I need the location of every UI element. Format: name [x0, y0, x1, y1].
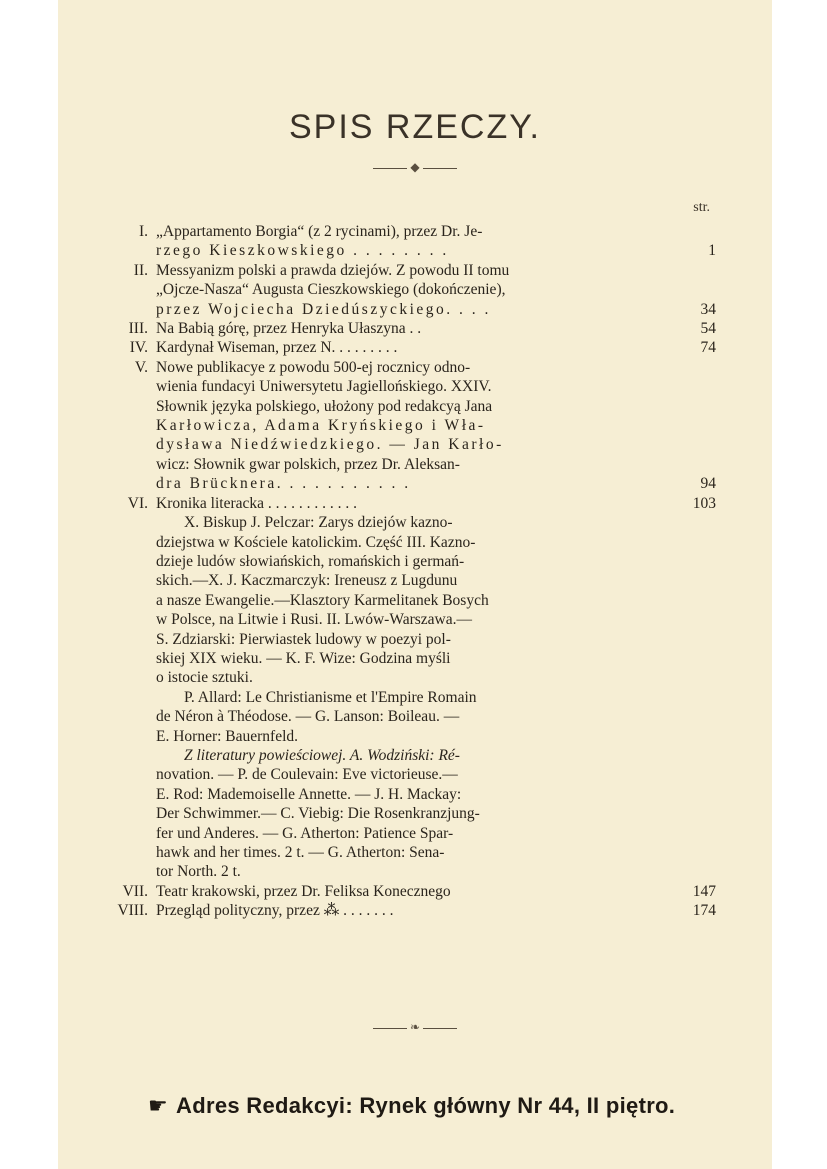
entry-page: 74	[700, 339, 716, 357]
entry-number: III.	[128, 320, 148, 338]
table-of-contents	[117, 222, 716, 921]
address-text: Adres Redakcyi: Rynek główny Nr 44, II piętro.	[176, 1093, 676, 1118]
entry-page: 34	[700, 300, 716, 318]
toc-entry	[138, 222, 716, 261]
entry-title	[156, 358, 662, 494]
entry-title	[156, 222, 662, 261]
entry-title	[156, 494, 662, 513]
entry-title	[156, 338, 662, 357]
toc-entry	[127, 494, 716, 513]
ornament-divider-bottom: ❧	[58, 1020, 772, 1035]
entry-page: 1	[708, 242, 716, 260]
kronika-line: E. Horner: Bauernfeld.	[156, 727, 299, 745]
entry-line: Teatr krakowski, przez Dr. Feliksa Konecznego	[156, 882, 451, 900]
kronika-line: E. Rod: Mademoiselle Annette. — J. H. Mackay:	[156, 785, 462, 803]
kronika-line: X. Biskup J. Pelczar: Zarys dziejów kazno-	[184, 514, 453, 532]
pointing-hand-icon: ☛	[148, 1093, 169, 1118]
kronika-line: skiej XIX wieku. — K. F. Wize: Godzina myśli	[156, 649, 451, 667]
kronika-line: skich.—X. J. Kaczmarczyk: Ireneusz z Lugdunu	[156, 572, 458, 590]
kronika-line: fer und Anderes. — G. Atherton: Patience Spar-	[156, 824, 454, 842]
entry-line: Kronika literacka . . . . . . . . . . . .	[156, 494, 358, 512]
kronika-line: dziejstwa w Kościele katolickim. Część III. Kazno-	[156, 533, 476, 551]
entry-line: Na Babią górę, przez Henryka Ułaszyna . .	[156, 320, 422, 338]
kronika-line: a nasze Ewangelie.—Klasztory Karmelitanek Bosych	[156, 591, 489, 609]
entry-number: VI.	[127, 494, 148, 512]
entry-title	[156, 319, 662, 338]
kronika-line: dzieje ludów słowiańskich, romańskich i germań-	[156, 552, 465, 570]
kronika-line: w Polsce, na Litwie i Rusi. II. Lwów-Warszawa.—	[156, 611, 472, 629]
entry-number: I.	[138, 223, 148, 240]
entry-line: dysława Niedźwiedzkiego. — Jan Karło-	[156, 436, 504, 454]
editorial-address	[148, 1093, 675, 1119]
entry-title	[156, 261, 662, 319]
entry-title	[156, 882, 662, 901]
kronika-line: tor North. 2 t.	[156, 863, 241, 881]
entry-line: „Appartamento Borgia“ (z 2 rycinami), przez Dr. Je-	[156, 223, 483, 240]
entry-number: VIII.	[117, 902, 148, 920]
entry-line: dra Brücknera. . . . . . . . . . .	[156, 475, 411, 493]
kronika-text	[156, 513, 716, 882]
kronika-line: Der Schwimmer.— C. Viebig: Die Rosenkranzjung-	[156, 805, 480, 823]
page-column-label: str.	[693, 200, 710, 215]
entry-number: V.	[134, 358, 148, 376]
kronika-details	[156, 513, 716, 882]
document-page	[58, 0, 772, 1169]
entry-page: 103	[692, 494, 716, 512]
toc-entry	[128, 319, 716, 338]
kronika-line: hawk and her times. 2 t. — G. Atherton: Sena-	[156, 844, 445, 861]
entry-title	[156, 901, 662, 920]
entry-line: Messyanizm polski a prawda dziejów. Z powodu II tomu	[156, 261, 510, 279]
entry-line: Nowe publikacye z powodu 500-ej rocznicy odno-	[156, 358, 471, 376]
entry-line: wicz: Słownik gwar polskich, przez Dr. Aleksan-	[156, 455, 460, 473]
entry-line: „Ojcze-Nasza“ Augusta Cieszkowskiego (dokończenie),	[156, 281, 506, 299]
kronika-line: o istocie sztuki.	[156, 669, 253, 687]
ornament-divider: ◆	[58, 160, 772, 175]
entry-line: wienia fundacyi Uniwersytetu Jagiellońskiego. XXIV.	[156, 378, 492, 396]
toc-entry	[122, 882, 716, 901]
entry-number: II.	[133, 261, 148, 279]
entry-page: 54	[700, 320, 716, 338]
entry-line: przez Wojciecha Dziedúszyckiego. . . .	[156, 300, 491, 318]
toc-entry	[129, 338, 716, 357]
entry-line: Kardynał Wiseman, przez N. . . . . . . . .	[156, 339, 398, 357]
kronika-line: S. Zdziarski: Pierwiastek ludowy w poezyi pol-	[156, 630, 451, 648]
page-title: SPIS RZECZY.	[289, 108, 541, 146]
kronika-line: Z literatury powieściowej. A. Wodziński: Ré-	[184, 746, 460, 764]
entry-line: Karłowicza, Adama Kryńskiego i Wła-	[156, 417, 486, 435]
kronika-line: de Néron à Théodose. — G. Lanson: Boileau. —	[156, 708, 460, 726]
entry-number: VII.	[122, 882, 148, 900]
entry-page: 147	[692, 882, 716, 900]
kronika-line: P. Allard: Le Christianisme et l'Empire Romain	[184, 688, 477, 706]
entry-line: Słownik języka polskiego, ułożony pod redakcyą Jana	[156, 397, 493, 415]
entry-page: 174	[692, 902, 716, 920]
entry-line: Przegląd polityczny, przez ⁂ . . . . . . .	[156, 902, 394, 920]
toc-entry	[134, 358, 716, 494]
toc-entry	[117, 901, 716, 920]
kronika-line: novation. — P. de Coulevain: Eve victorieuse.—	[156, 766, 458, 784]
entry-line: rzego Kieszkowskiego . . . . . . . .	[156, 242, 449, 260]
entry-number: IV.	[129, 339, 148, 357]
toc-entry	[133, 261, 716, 319]
entry-page: 94	[700, 475, 716, 493]
